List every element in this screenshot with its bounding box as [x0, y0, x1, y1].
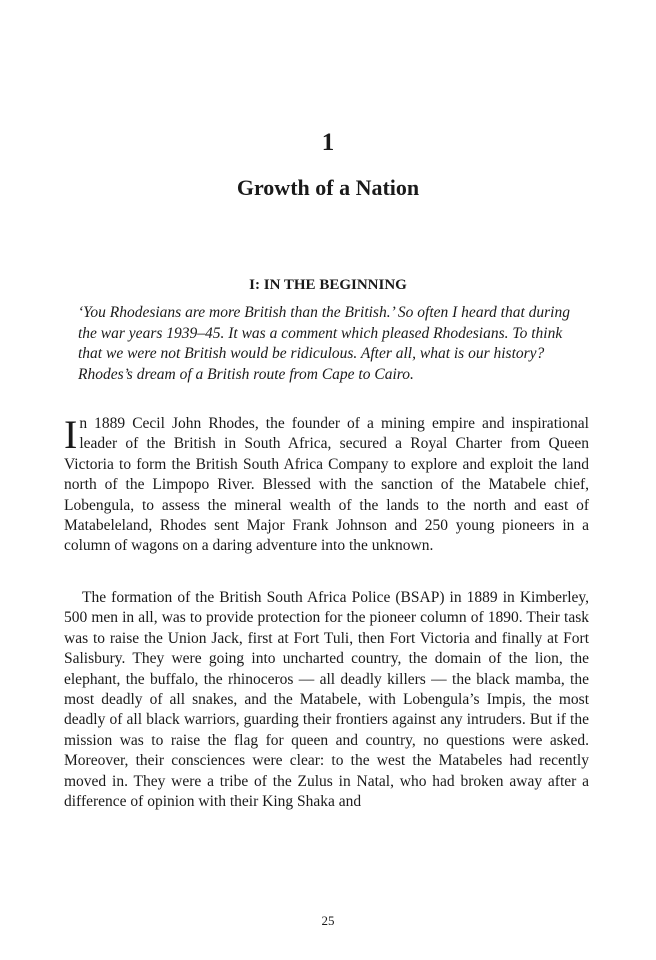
paragraph-1-text: n 1889 Cecil John Rhodes, the founder of a mining empire and inspirational leader of the British in South Africa, secured a Royal Charter from Queen Victoria to form the British South Africa Company to explore and exploit the land north of the Limpopo River. Blessed with the sanction of the Matabele chief, Lobengula, to assess the mineral wealth of the lands to the north and east of Matabeleland, Rhodes sent Major Frank Johnson and 250 young pioneers in a column of wagons on a daring adventure into the unknown. — [64, 415, 589, 555]
epigraph-quote: ‘You Rhodesians are more British than the British.’ So often I heard that during the war years 1939–45. It was a comment which pleased Rhodesians. To think that we were not British would be ridiculous. After all, what is our history? Rhodes’s dream of a British route from Cape to Cairo. — [78, 304, 570, 383]
page-number: 25 — [321, 913, 335, 928]
body-paragraph-1 — [64, 414, 589, 557]
body-paragraph-2 — [64, 588, 589, 812]
drop-cap: I — [64, 412, 78, 457]
section-heading: I: IN THE BEGINNING — [249, 277, 407, 293]
chapter-number: 1 — [321, 129, 335, 156]
chapter-title: Growth of a Nation — [236, 175, 420, 200]
paragraph-2-text: The formation of the British South Africa Police (BSAP) in 1889 in Kimberley, 500 men in all, was to provide protection for the pioneer column of 1890. Their task was to raise the Union Jack, first at Fort Tuli, then Fort Victoria and finally at Fort Salisbury. They were going into uncharted country, the domain of the lion, the elephant, the buffalo, the rhinoceros — all deadly killers — the black mamba, the most deadly of all snakes, and the Matabele, with Lobengula’s Impis, the most deadly of all black warriors, guarding their frontiers against any intruders. But if the mission was to raise the flag for queen and country, no questions were asked. Moreover, their consciences were clear: to the west the Matabeles had recently moved in. They were a tribe of the Zulus in Natal, who had broken away after a difference of opinion with their King Shaka and — [64, 589, 589, 811]
